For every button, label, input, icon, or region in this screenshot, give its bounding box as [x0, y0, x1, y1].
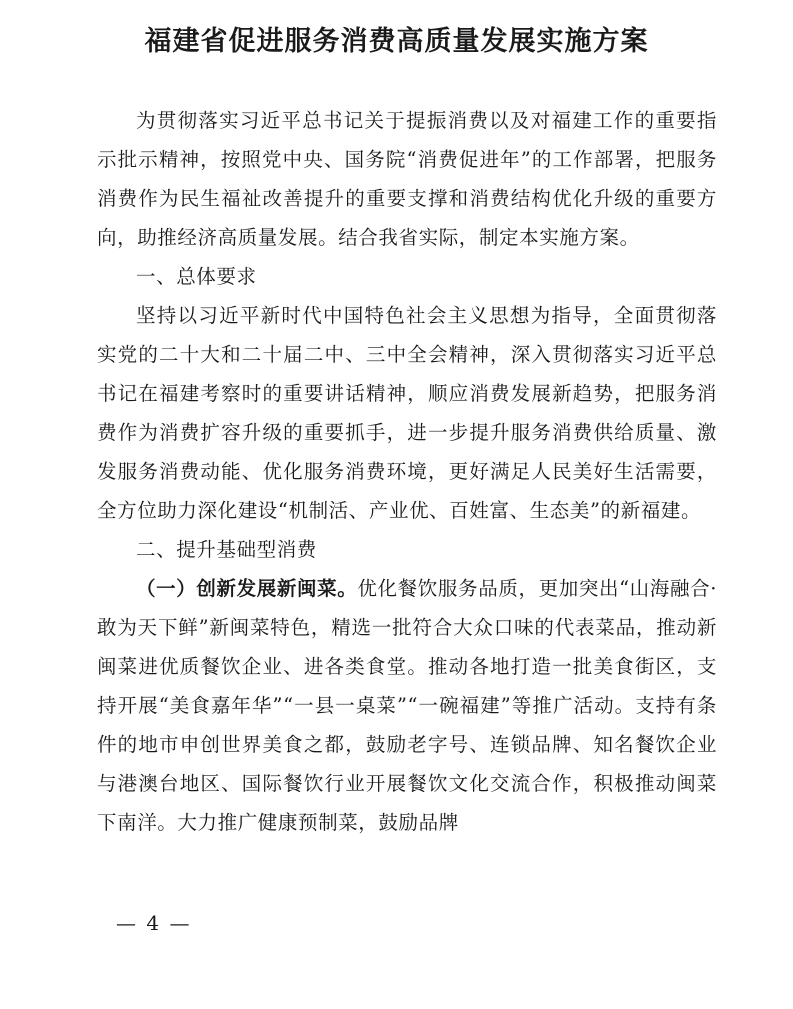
intro-paragraph: 为贯彻落实习近平总书记关于提振消费以及对福建工作的重要指示批示精神，按照党中央、国务院“消费促进年”的工作部署，把服务消费作为民生福祉改善提升的重要支撑和消费结构优化升级的重要方向，助推经济高质量发展。结合我省实际，制定本实施方案。 [97, 109, 717, 249]
fujian-cuisine-subheading: （一）创新发展新闽菜。 [136, 577, 358, 600]
page-number: — 4 — [116, 911, 192, 935]
section-heading-basic-consumption: 二、提升基础型消费 [136, 538, 317, 561]
document-title: 福建省促进服务消费高质量发展实施方案 [144, 26, 649, 57]
fujian-cuisine-paragraph [97, 569, 717, 842]
general-requirements-paragraph: 坚持以习近平新时代中国特色社会主义思想为指导，全面贯彻落实党的二十大和二十届二中、三中全会精神，深入贯彻落实习近平总书记在福建考察时的重要讲话精神，顺应消费发展新趋势，把服务消费作为消费扩容升级的重要抓手，进一步提升服务消费供给质量、激发服务消费动能、优化服务消费环境，更好满足人民美好生活需要，全方位助力深化建设“机制活、产业优、百姓富、生态美”的新福建。 [97, 304, 717, 522]
document-body [97, 101, 717, 842]
fujian-cuisine-text: 优化餐饮服务品质，更加突出“山海融合·敢为天下鲜”新闽菜特色，精选一批符合大众口味的代表菜品，推动新闽菜进优质餐饮企业、进各类食堂。推动各地打造一批美食街区，支持开展“美食嘉年华”“一县一桌菜”“一碗福建”等推广活动。支持有条件的地市申创世界美食之都，鼓励老字号、连锁品牌、知名餐饮企业与港澳台地区、国际餐饮行业开展餐饮文化交流合作，积极推动闽菜下南洋。大力推广健康预制菜，鼓励品牌 [97, 577, 717, 834]
section-heading-general-requirements: 一、总体要求 [136, 265, 257, 288]
